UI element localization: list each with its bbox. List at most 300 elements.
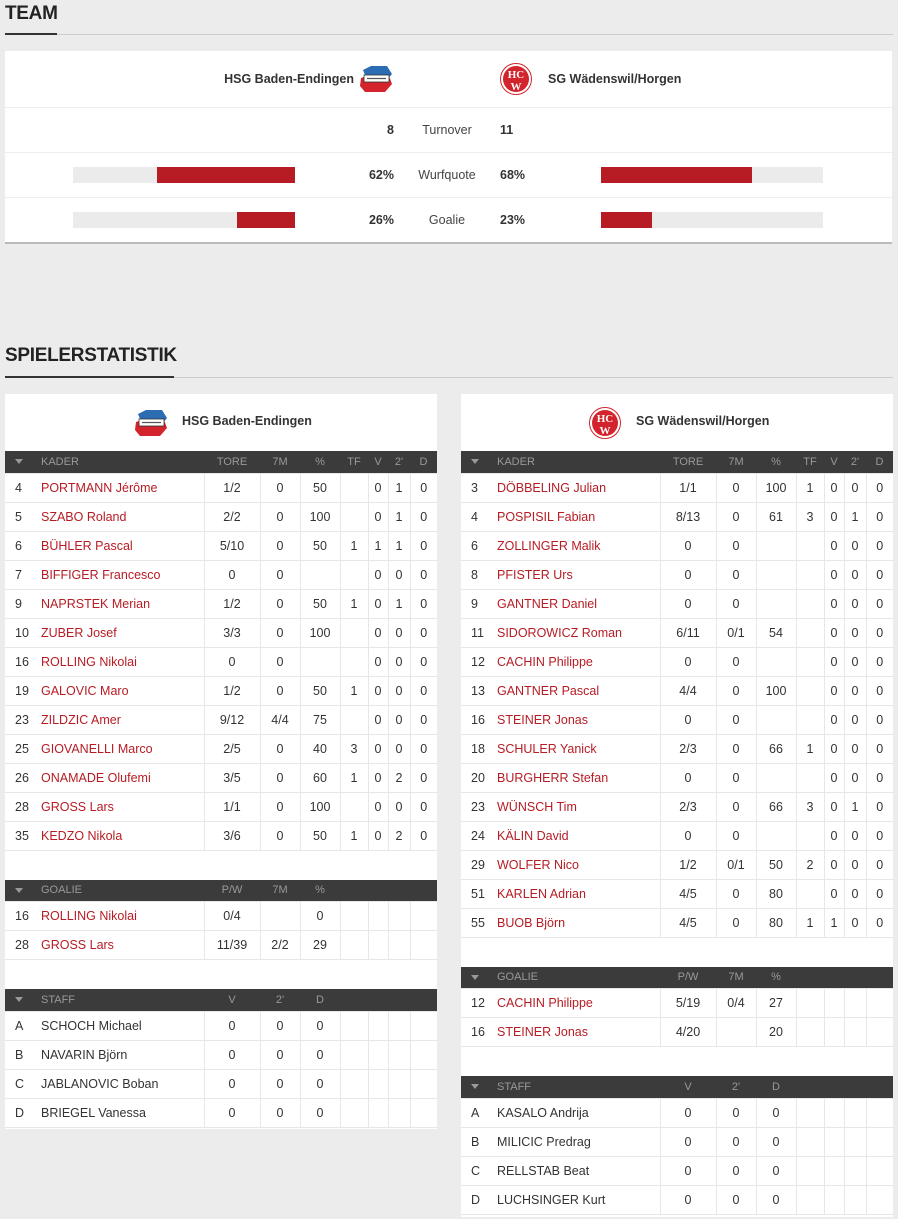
goalies-header-col-1[interactable]: P/W	[660, 967, 716, 989]
players-row	[5, 821, 437, 850]
players-cell: 0	[716, 821, 756, 850]
staff-cell	[824, 1098, 844, 1127]
goalies-cell	[824, 989, 844, 1018]
collapse-toggle[interactable]	[5, 989, 41, 1011]
players-header-row	[5, 451, 437, 473]
players-header-col-4[interactable]: TF	[340, 451, 368, 473]
player-name-link[interactable]: GIOVANELLI Marco	[41, 734, 204, 763]
staff-role: C	[5, 1069, 41, 1098]
players-cell: 0	[388, 676, 410, 705]
goalies-header-label[interactable]: GOALIE	[41, 880, 204, 902]
away-stat-value: 11	[500, 123, 514, 137]
player-name-link[interactable]: STEINER Jonas	[497, 705, 660, 734]
home-stat-value: 8	[387, 123, 394, 137]
players-cell: 1/2	[660, 850, 716, 879]
staff-role: B	[5, 1040, 41, 1069]
players-cell: 75	[300, 705, 340, 734]
header-filler	[844, 1076, 866, 1098]
players-row	[461, 676, 893, 705]
players-cell	[340, 502, 368, 531]
jersey-number: 29	[461, 850, 497, 879]
players-cell: 0	[368, 589, 388, 618]
players-cell	[340, 705, 368, 734]
team-stats-rows	[5, 108, 892, 243]
players-cell: 0	[866, 531, 893, 560]
players-cell: 0	[824, 473, 844, 502]
players-cell: 2/3	[660, 734, 716, 763]
jersey-number: 20	[461, 763, 497, 792]
players-row	[461, 502, 893, 531]
jersey-number: 13	[461, 676, 497, 705]
player-name-link[interactable]: GROSS Lars	[41, 792, 204, 821]
staff-cell: 0	[716, 1098, 756, 1127]
staff-header-col-2[interactable]: 2'	[716, 1076, 756, 1098]
jersey-number: 11	[461, 618, 497, 647]
players-cell: 3/3	[204, 618, 260, 647]
away-stat-bar	[601, 212, 823, 228]
staff-cell: 0	[260, 1069, 300, 1098]
players-cell: 0	[204, 647, 260, 676]
collapse-toggle[interactable]	[5, 880, 41, 902]
team-stat-row	[5, 198, 892, 243]
players-cell: 0	[260, 618, 300, 647]
players-cell: 0	[866, 589, 893, 618]
players-cell: 1	[340, 676, 368, 705]
hsg-baden-endingen-logo-icon[interactable]	[359, 66, 393, 92]
jersey-number: 51	[461, 879, 497, 908]
players-cell: 1	[796, 908, 824, 937]
jersey-number: 9	[461, 589, 497, 618]
staff-name: MILICIC Predrag	[497, 1127, 660, 1156]
players-header-col-6[interactable]: 2'	[388, 451, 410, 473]
players-row	[5, 705, 437, 734]
away-team-name[interactable]: SG Wädenswil/Horgen	[548, 72, 682, 86]
players-cell: 2/3	[660, 792, 716, 821]
caret-down-icon	[15, 888, 23, 893]
away-card-header	[461, 394, 893, 451]
players-header-col-7[interactable]: D	[866, 451, 893, 473]
staff-cell	[796, 1185, 824, 1214]
staff-cell: 0	[756, 1185, 796, 1214]
jersey-number: 26	[5, 763, 41, 792]
players-header-row	[461, 451, 893, 473]
header-filler	[866, 1076, 893, 1098]
player-name-link[interactable]: GANTNER Daniel	[497, 589, 660, 618]
goalies-cell	[796, 1018, 824, 1047]
players-cell: 0	[824, 879, 844, 908]
goalies-cell: 0/4	[204, 902, 260, 931]
player-name-link[interactable]: PFISTER Urs	[497, 560, 660, 589]
staff-cell	[388, 1069, 410, 1098]
team-section-title: TEAM	[5, 3, 58, 24]
jersey-number: 23	[461, 792, 497, 821]
players-cell: 0	[716, 473, 756, 502]
header-filler	[824, 1076, 844, 1098]
staff-header-col-1[interactable]: V	[204, 989, 260, 1011]
goalies-cell	[716, 1018, 756, 1047]
player-name-link[interactable]: GROSS Lars	[41, 931, 204, 960]
players-cell: 0	[368, 821, 388, 850]
players-cell: 0	[824, 531, 844, 560]
staff-name: SCHOCH Michael	[41, 1011, 204, 1040]
players-cell: 0	[844, 560, 866, 589]
players-cell: 0	[716, 589, 756, 618]
staff-cell: 0	[660, 1098, 716, 1127]
collapse-toggle[interactable]	[461, 967, 497, 989]
players-cell: 0	[388, 560, 410, 589]
away-tables	[461, 451, 893, 1215]
players-cell: 0	[824, 502, 844, 531]
player-name-link[interactable]: ZOLLINGER Malik	[497, 531, 660, 560]
players-cell: 1	[796, 473, 824, 502]
players-header-label[interactable]: KADER	[41, 451, 204, 473]
players-header-col-2[interactable]: 7M	[260, 451, 300, 473]
players-cell	[756, 821, 796, 850]
away-stat-value: 23%	[500, 213, 526, 227]
away-players-table	[461, 451, 893, 938]
players-row	[461, 879, 893, 908]
players-header-col-5[interactable]: V	[824, 451, 844, 473]
players-header-col-3[interactable]: %	[300, 451, 340, 473]
staff-cell	[866, 1127, 893, 1156]
players-cell	[796, 763, 824, 792]
jersey-number: 6	[461, 531, 497, 560]
player-name-link[interactable]: SZABO Roland	[41, 502, 204, 531]
home-stat-bar-fill	[157, 167, 295, 183]
table-gap	[5, 960, 437, 989]
staff-name: BRIEGEL Vanessa	[41, 1098, 204, 1127]
jersey-number: 16	[461, 1018, 497, 1047]
away-stat-bar-fill	[601, 167, 752, 183]
goalies-cell: 27	[756, 989, 796, 1018]
players-cell: 0	[844, 676, 866, 705]
header-filler	[368, 989, 388, 1011]
player-name-link[interactable]: ZUBER Josef	[41, 618, 204, 647]
players-cell: 0	[844, 734, 866, 763]
home-team-name[interactable]: HSG Baden-Endingen	[224, 72, 354, 86]
goalies-header-row	[461, 967, 893, 989]
players-cell: 3	[796, 502, 824, 531]
players-cell: 50	[756, 850, 796, 879]
players-cell: 0	[716, 908, 756, 937]
players-cell: 0	[716, 763, 756, 792]
players-cell: 4/5	[660, 908, 716, 937]
player-name-link[interactable]: BURGHERR Stefan	[497, 763, 660, 792]
players-cell: 0	[368, 792, 388, 821]
players-header-col-1[interactable]: TORE	[660, 451, 716, 473]
collapse-toggle[interactable]	[461, 1076, 497, 1098]
players-cell: 0	[388, 705, 410, 734]
goalies-cell: 5/19	[660, 989, 716, 1018]
players-cell	[300, 560, 340, 589]
player-name-link[interactable]: ONAMADE Olufemi	[41, 763, 204, 792]
players-row	[461, 792, 893, 821]
players-cell: 0	[660, 560, 716, 589]
player-name-link[interactable]: CACHIN Philippe	[497, 647, 660, 676]
jersey-number: 12	[461, 647, 497, 676]
players-cell	[340, 618, 368, 647]
players-cell: 0	[844, 763, 866, 792]
player-name-link[interactable]: ROLLING Nikolai	[41, 902, 204, 931]
players-cell: 0	[368, 676, 388, 705]
players-cell	[796, 879, 824, 908]
players-header-col-3[interactable]: %	[756, 451, 796, 473]
players-cell: 1/2	[204, 589, 260, 618]
staff-cell: 0	[716, 1185, 756, 1214]
staff-cell	[388, 1098, 410, 1127]
stat-label: Turnover	[422, 123, 472, 137]
staff-cell	[796, 1098, 824, 1127]
table-gap	[461, 938, 893, 967]
players-header-col-6[interactable]: 2'	[844, 451, 866, 473]
players-cell: 4/4	[660, 676, 716, 705]
staff-cell	[410, 1011, 437, 1040]
player-name-link[interactable]: KÄLIN David	[497, 821, 660, 850]
players-row	[5, 589, 437, 618]
collapse-toggle[interactable]	[461, 451, 497, 473]
players-cell	[756, 589, 796, 618]
player-name-link[interactable]: GALOVIC Maro	[41, 676, 204, 705]
player-name-link[interactable]: WOLFER Nico	[497, 850, 660, 879]
staff-cell: 0	[300, 1011, 340, 1040]
player-name-link[interactable]: CACHIN Philippe	[497, 989, 660, 1018]
goalies-cell	[824, 1018, 844, 1047]
staff-cell	[368, 1069, 388, 1098]
player-name-link[interactable]: ZILDZIC Amer	[41, 705, 204, 734]
players-cell	[340, 647, 368, 676]
players-cell: 100	[300, 618, 340, 647]
goalies-cell	[388, 931, 410, 960]
players-cell: 0	[866, 850, 893, 879]
goalies-header-col-1[interactable]: P/W	[204, 880, 260, 902]
players-cell: 61	[756, 502, 796, 531]
header-filler	[340, 989, 368, 1011]
home-goalies-table	[5, 880, 437, 961]
players-cell: 0/1	[716, 850, 756, 879]
staff-cell: 0	[204, 1040, 260, 1069]
home-card-team-name[interactable]: HSG Baden-Endingen	[182, 414, 312, 428]
goalies-header-row	[5, 880, 437, 902]
players-cell: 50	[300, 531, 340, 560]
players-cell: 1	[340, 763, 368, 792]
players-cell	[796, 589, 824, 618]
players-cell: 0	[824, 618, 844, 647]
caret-down-icon	[471, 975, 479, 980]
team-stats-card	[5, 51, 892, 244]
players-cell: 1	[340, 589, 368, 618]
players-header-col-1[interactable]: TORE	[204, 451, 260, 473]
players-cell: 40	[300, 734, 340, 763]
players-cell	[796, 618, 824, 647]
header-filler	[824, 967, 844, 989]
players-cell: 3/5	[204, 763, 260, 792]
players-cell: 0	[410, 763, 437, 792]
player-name-link[interactable]: PORTMANN Jérôme	[41, 473, 204, 502]
jersey-number: 4	[461, 502, 497, 531]
staff-name: NAVARIN Björn	[41, 1040, 204, 1069]
players-cell: 1	[388, 589, 410, 618]
players-cell: 0	[660, 589, 716, 618]
staff-row	[461, 1098, 893, 1127]
players-cell: 100	[756, 473, 796, 502]
players-cell: 0	[260, 734, 300, 763]
players-cell: 50	[300, 676, 340, 705]
collapse-toggle[interactable]	[5, 451, 41, 473]
players-cell: 100	[300, 502, 340, 531]
goalies-header-label[interactable]: GOALIE	[497, 967, 660, 989]
staff-header-label[interactable]: STAFF	[497, 1076, 660, 1098]
players-cell: 0	[410, 821, 437, 850]
goalies-cell	[866, 989, 893, 1018]
staff-header-row	[5, 989, 437, 1011]
jersey-number: 9	[5, 589, 41, 618]
staff-row	[461, 1156, 893, 1185]
players-header-col-7[interactable]: D	[410, 451, 437, 473]
player-name-link[interactable]: KEDZO Nikola	[41, 821, 204, 850]
player-name-link[interactable]: GANTNER Pascal	[497, 676, 660, 705]
caret-down-icon	[15, 459, 23, 464]
players-cell: 0	[824, 676, 844, 705]
player-name-link[interactable]: DÖBBELING Julian	[497, 473, 660, 502]
players-cell: 60	[300, 763, 340, 792]
players-cell: 0	[716, 734, 756, 763]
players-cell	[340, 560, 368, 589]
hsg-baden-endingen-logo-icon[interactable]	[134, 410, 168, 436]
hcw-logo-icon[interactable]	[589, 407, 621, 439]
player-name-link[interactable]: WÜNSCH Tim	[497, 792, 660, 821]
staff-header-col-3[interactable]: D	[300, 989, 340, 1011]
player-name-link[interactable]: ROLLING Nikolai	[41, 647, 204, 676]
goalies-header-col-2[interactable]: 7M	[716, 967, 756, 989]
staff-cell	[866, 1098, 893, 1127]
stat-label: Wurfquote	[418, 168, 476, 182]
players-cell: 0	[866, 705, 893, 734]
player-name-link[interactable]: SCHULER Yanick	[497, 734, 660, 763]
players-cell: 0	[844, 705, 866, 734]
staff-cell	[340, 1069, 368, 1098]
player-title-underline	[5, 376, 174, 378]
header-filler	[796, 967, 824, 989]
svg-text:HC: HC	[596, 413, 614, 425]
goalies-cell	[388, 902, 410, 931]
hcw-logo-icon[interactable]	[500, 63, 532, 95]
player-name-link[interactable]: BÜHLER Pascal	[41, 531, 204, 560]
players-cell: 0	[866, 647, 893, 676]
staff-cell: 0	[260, 1040, 300, 1069]
staff-cell	[340, 1040, 368, 1069]
header-filler	[410, 989, 437, 1011]
goalies-cell: 0/4	[716, 989, 756, 1018]
players-cell: 0	[260, 676, 300, 705]
goalies-cell	[410, 931, 437, 960]
player-name-link[interactable]: NAPRSTEK Merian	[41, 589, 204, 618]
away-card-team-name[interactable]: SG Wädenswil/Horgen	[636, 414, 770, 428]
goalies-header-col-3[interactable]: %	[300, 880, 340, 902]
player-name-link[interactable]: KARLEN Adrian	[497, 879, 660, 908]
caret-down-icon	[15, 997, 23, 1002]
players-cell: 1	[844, 792, 866, 821]
staff-header-label[interactable]: STAFF	[41, 989, 204, 1011]
staff-header-col-3[interactable]: D	[756, 1076, 796, 1098]
staff-role: A	[461, 1098, 497, 1127]
goalies-cell: 4/20	[660, 1018, 716, 1047]
players-cell: 50	[300, 473, 340, 502]
players-cell	[796, 531, 824, 560]
players-row	[5, 560, 437, 589]
players-cell: 1	[796, 734, 824, 763]
players-cell: 0	[824, 792, 844, 821]
player-name-link[interactable]: STEINER Jonas	[497, 1018, 660, 1047]
players-cell: 0	[716, 560, 756, 589]
players-cell: 1/2	[204, 676, 260, 705]
players-header-col-5[interactable]: V	[368, 451, 388, 473]
goalies-header-col-3[interactable]: %	[756, 967, 796, 989]
goalies-cell: 0	[300, 902, 340, 931]
jersey-number: 23	[5, 705, 41, 734]
staff-header-col-2[interactable]: 2'	[260, 989, 300, 1011]
players-cell	[756, 531, 796, 560]
players-cell: 9/12	[204, 705, 260, 734]
players-cell: 0	[368, 502, 388, 531]
staff-cell: 0	[260, 1098, 300, 1127]
home-tables	[5, 451, 437, 1128]
players-row	[5, 676, 437, 705]
players-cell: 0	[844, 473, 866, 502]
goalies-cell	[844, 1018, 866, 1047]
players-cell: 0	[410, 705, 437, 734]
staff-cell	[866, 1185, 893, 1214]
players-cell: 0	[716, 676, 756, 705]
staff-cell	[844, 1156, 866, 1185]
stat-label: Goalie	[428, 213, 466, 227]
header-filler	[388, 989, 410, 1011]
players-cell: 0	[410, 792, 437, 821]
jersey-number: 35	[5, 821, 41, 850]
staff-cell	[844, 1127, 866, 1156]
players-header-col-4[interactable]: TF	[796, 451, 824, 473]
player-name-link[interactable]: BIFFIGER Francesco	[41, 560, 204, 589]
players-cell: 0	[410, 560, 437, 589]
staff-cell: 0	[300, 1098, 340, 1127]
players-cell: 80	[756, 879, 796, 908]
players-cell: 66	[756, 792, 796, 821]
jersey-number: 12	[461, 989, 497, 1018]
goalies-header-col-2[interactable]: 7M	[260, 880, 300, 902]
players-row	[5, 531, 437, 560]
staff-role: D	[461, 1185, 497, 1214]
player-name-link[interactable]: BUOB Björn	[497, 908, 660, 937]
goalies-cell: 2/2	[260, 931, 300, 960]
staff-cell: 0	[756, 1098, 796, 1127]
players-cell: 0	[844, 531, 866, 560]
table-gap	[461, 1047, 893, 1076]
header-filler	[844, 967, 866, 989]
players-header-col-2[interactable]: 7M	[716, 451, 756, 473]
staff-cell: 0	[300, 1069, 340, 1098]
player-name-link[interactable]: SIDOROWICZ Roman	[497, 618, 660, 647]
players-row	[461, 618, 893, 647]
jersey-number: 8	[461, 560, 497, 589]
players-cell	[796, 676, 824, 705]
players-cell: 66	[756, 734, 796, 763]
staff-header-col-1[interactable]: V	[660, 1076, 716, 1098]
players-cell: 0	[388, 618, 410, 647]
players-header-label[interactable]: KADER	[497, 451, 660, 473]
goalies-cell	[844, 989, 866, 1018]
players-cell: 0	[368, 705, 388, 734]
staff-cell	[388, 1040, 410, 1069]
player-name-link[interactable]: POSPISIL Fabian	[497, 502, 660, 531]
